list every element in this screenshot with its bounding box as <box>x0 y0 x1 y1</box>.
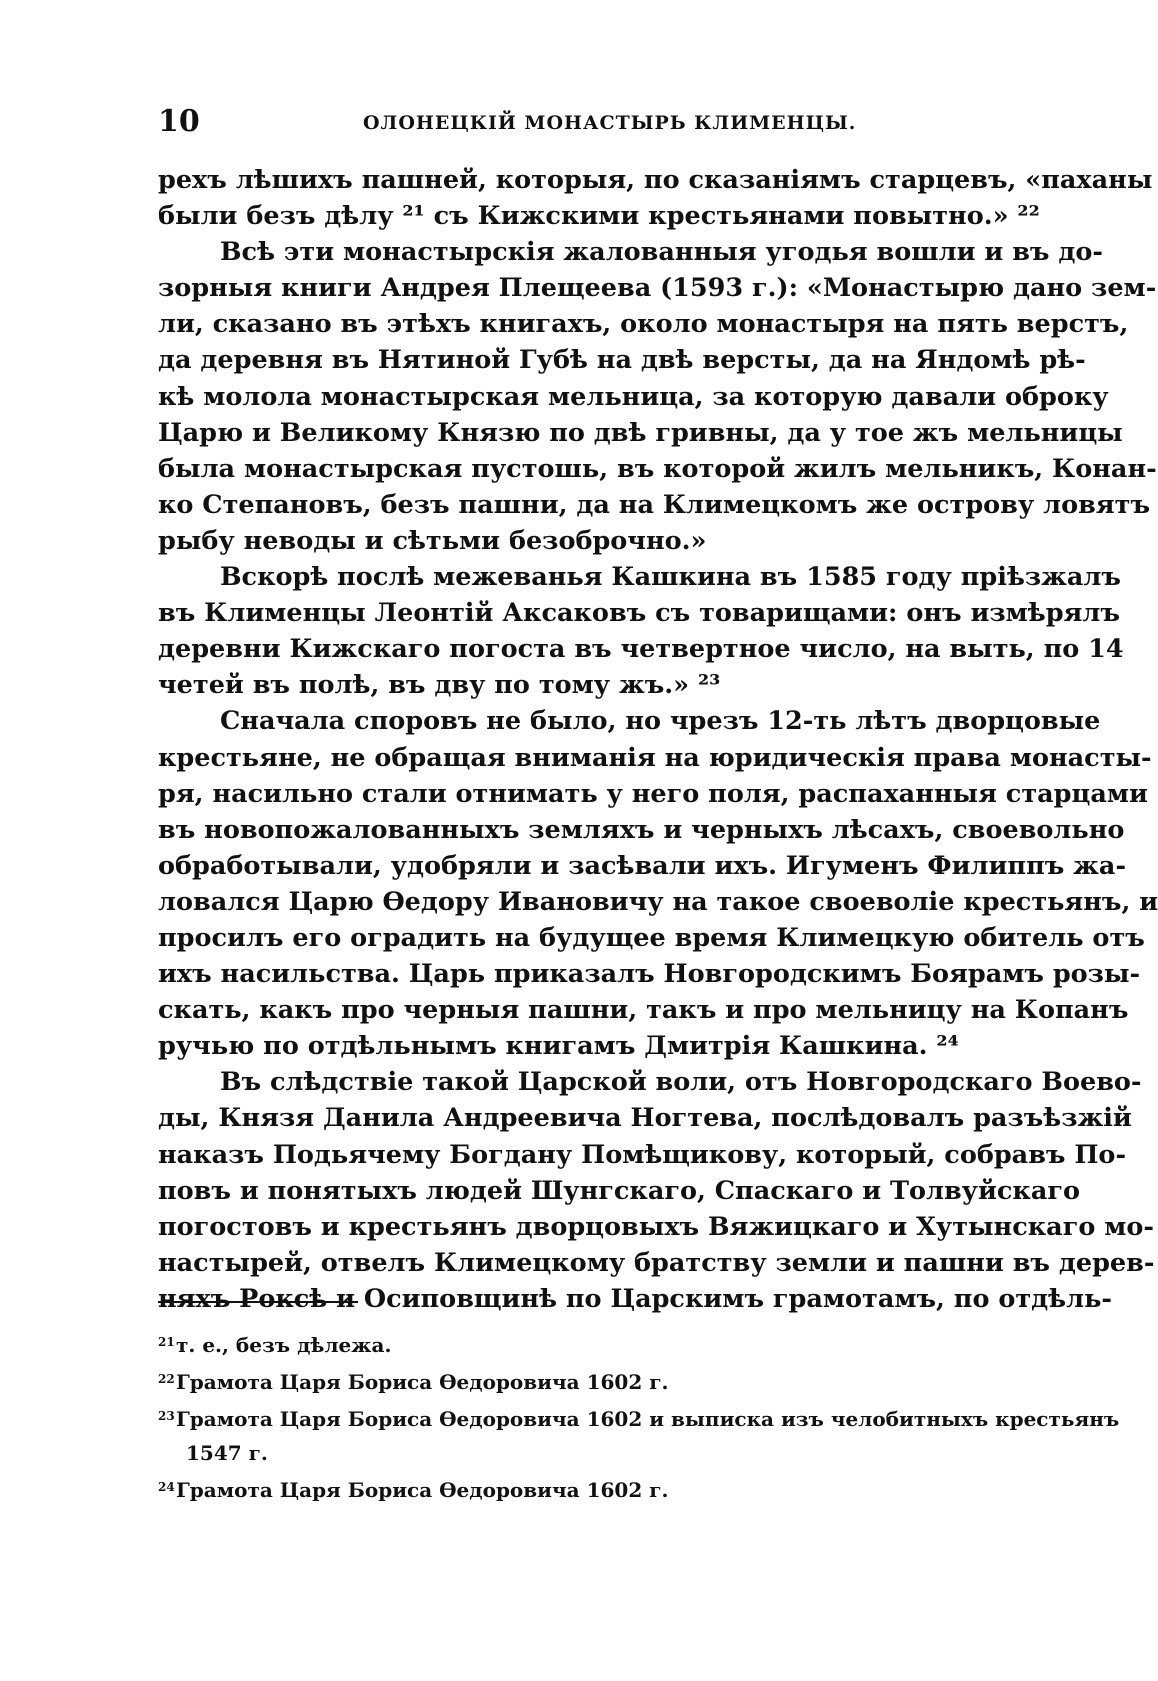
text-line: была монастырская пустошь, въ которой жилъ мельникъ, Конан- <box>158 453 1157 484</box>
footnote <box>158 1325 1008 1362</box>
footnote <box>158 1399 1120 1436</box>
text-line: рыбу неводы и сѣтьми безоброчно.» <box>158 525 707 556</box>
footnote <box>158 1470 1008 1507</box>
footnote-mark: 24 <box>158 1480 175 1494</box>
text-line: няхъ Роксѣ и Осиповщинѣ по Царскимъ грамотамъ, по отдѣль- <box>158 1283 1112 1314</box>
footnote-mark: 21 <box>158 1335 175 1349</box>
text-line: повъ и понятыхъ людей Шунгскаго, Спаскаго и Толвуйскаго <box>158 1175 1081 1206</box>
footnote-text: Грамота Царя Бориса Ѳедоровича 1602 г. <box>176 1370 669 1394</box>
footnote-text: Грамота Царя Бориса Ѳедоровича 1602 и выписка изъ челобитныхъ крестьянъ <box>176 1407 1120 1431</box>
text-line: Всѣ эти монастырскія жалованныя угодья вошли и въ до- <box>220 237 1103 268</box>
text-line: деревни Кижскаго погоста въ четвертное число, на выть, по 14 <box>158 634 1124 665</box>
text-line: ручью по отдѣльнымъ книгамъ Дмитрія Кашкина. ²⁴ <box>158 1031 959 1062</box>
text-line: наказъ Подьячему Богдану Помѣщикову, который, собравъ По- <box>158 1139 1127 1170</box>
text-line: ря, насильно стали отнимать у него поля, распаханныя старцами <box>158 778 1148 809</box>
footnote-continuation: 1547 г. <box>186 1441 268 1465</box>
footnote-mark: 23 <box>158 1409 175 1423</box>
text-line: ловался Царю Ѳедору Ивановичу на такое своеволіе крестьянъ, и <box>158 886 1158 917</box>
text-line: ко Степановъ, безъ пашни, да на Климецкомъ же острову ловятъ <box>158 489 1151 520</box>
text-line: зорныя книги Андрея Плещеева (1593 г.): «Монастырю дано зем- <box>158 273 1157 304</box>
footnote-text: т. е., безъ дѣлежа. <box>176 1333 392 1357</box>
text-line: Царю и Великому Князю по двѣ гривны, да у тое жъ мельницы <box>158 417 1123 448</box>
page-number: 10 <box>158 104 200 139</box>
text-line: Сначала споровъ не было, но чрезъ 12-ть лѣтъ дворцовые <box>220 706 1101 737</box>
text-line: ли, сказано въ этѣхъ книгахъ, около монастыря на пять верстъ, <box>158 309 1129 340</box>
text-line: ды, Князя Данила Андреевича Ногтева, послѣдовалъ разъѣзжій <box>158 1103 1132 1134</box>
body-text <box>158 162 1158 1317</box>
text-line: да деревня въ Нятиной Губѣ на двѣ версты, да на Яндомѣ рѣ- <box>158 345 1086 376</box>
text-line: Въ слѣдствіе такой Царской воли, отъ Новгородскаго Воево- <box>220 1067 1142 1098</box>
footnotes <box>158 1325 1120 1507</box>
footnote-mark: 22 <box>158 1372 175 1386</box>
footnote-divider <box>158 1301 358 1303</box>
text-line: въ Клименцы Леонтій Аксаковъ съ товарищами: онъ измѣрялъ <box>158 598 1120 629</box>
text-line: кѣ молола монастырская мельница, за которую давали оброку <box>158 381 1109 412</box>
text-line: настырей, отвелъ Климецкому братству земли и пашни въ дерев- <box>158 1247 1155 1278</box>
footnote <box>158 1362 1008 1399</box>
text-line: рехъ лѣшихъ пашней, которыя, по сказаніямъ старцевъ, «паханы <box>158 165 1153 195</box>
text-line: въ новопожалованныхъ земляхъ и черныхъ лѣсахъ, своевольно <box>158 814 1125 845</box>
text-line: погостовъ и крестьянъ дворцовыхъ Вяжицкаго и Хутынскаго мо- <box>158 1211 1154 1242</box>
text-line: были безъ дѣлу ²¹ съ Кижскими крестьянами повытно.» ²² <box>158 201 1040 232</box>
text-line: крестьяне, не обращая вниманія на юридическія права монасты- <box>158 742 1152 773</box>
footnote-text: Грамота Царя Бориса Ѳедоровича 1602 г. <box>176 1478 669 1502</box>
text-line: Вскорѣ послѣ межеванья Кашкина въ 1585 году пріѣзжалъ <box>220 562 1121 593</box>
text-line: обработывали, удобряли и засѣвали ихъ. Игуменъ Филиппъ жа- <box>158 850 1127 881</box>
text-line: просилъ его оградить на будущее время Климецкую обитель отъ <box>158 922 1145 953</box>
page-header <box>158 104 1008 144</box>
text-line: скать, какъ про черныя пашни, такъ и про мельницу на Копанъ <box>158 995 1129 1026</box>
text-line: ихъ насильства. Царь приказалъ Новгородскимъ Боярамъ розы- <box>158 959 1141 990</box>
running-title: ОЛОНЕЦКІЙ МОНАСТЫРЬ КЛИМЕНЦЫ. <box>363 112 857 134</box>
text-line: четей въ полѣ, въ дву по тому жъ.» ²³ <box>158 670 721 701</box>
